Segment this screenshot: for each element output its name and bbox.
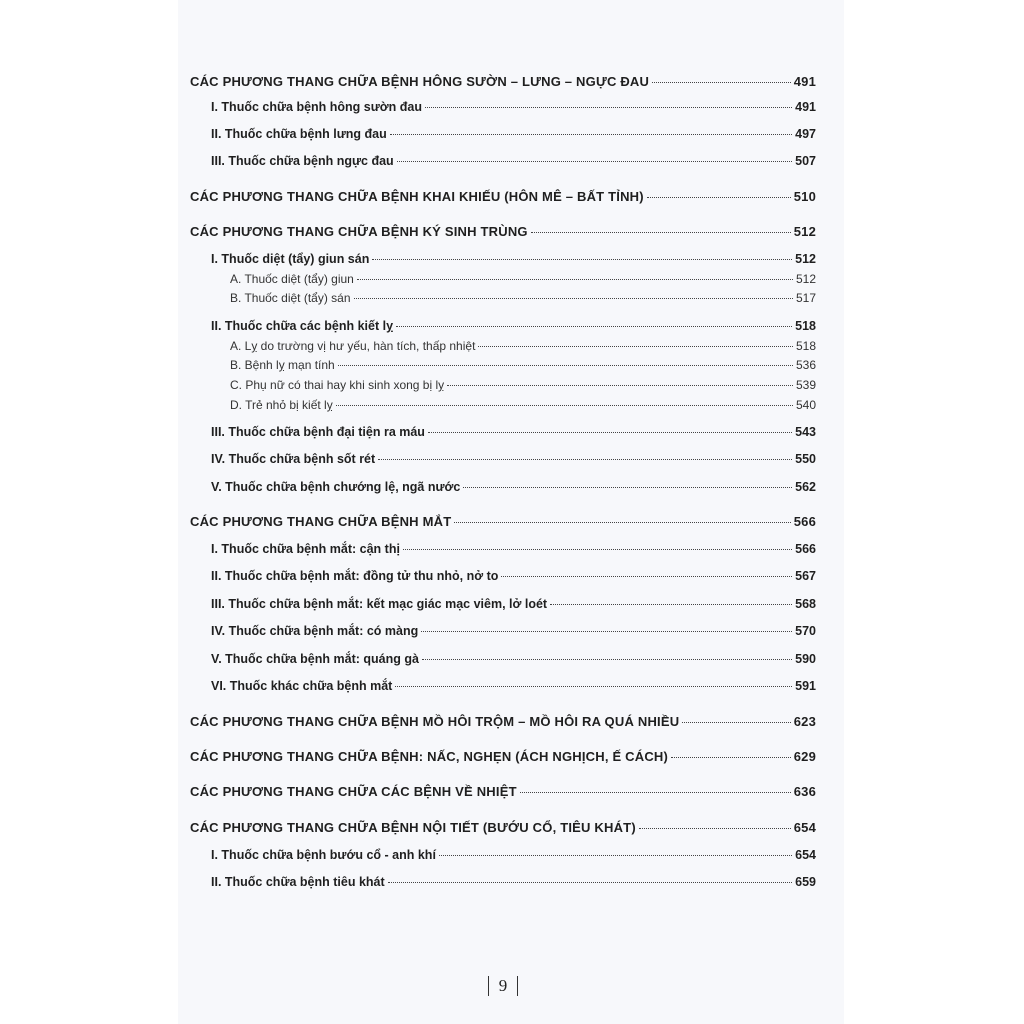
toc-section [211,127,816,141]
toc-entry-page: 536 [795,358,816,372]
toc-entry-title: III. Thuốc chữa bệnh ngực đau [211,154,394,168]
toc-entry-page: 512 [795,252,816,266]
toc-section [211,319,816,333]
dot-leader [388,882,792,883]
toc-section [211,848,816,862]
toc-entry-page: 540 [795,398,816,412]
toc-entry-title: B. Bệnh lỵ mạn tính [230,358,335,372]
toc-entry-page: 568 [795,597,816,611]
toc-entry-title: B. Thuốc diệt (tẩy) sán [230,291,351,305]
toc-chapter [190,820,816,835]
dot-leader [336,405,793,406]
page-number: 9 [498,976,508,995]
dot-leader [652,82,791,83]
dot-leader [425,107,792,108]
dot-leader [378,459,792,460]
toc-subsection [230,291,816,305]
toc-section [211,154,816,168]
toc-entry-title: IV. Thuốc chữa bệnh mắt: có màng [211,624,419,638]
toc-section [211,480,816,494]
toc-entry-title: I. Thuốc diệt (tẩy) giun sán [211,252,370,266]
toc-section [211,542,816,556]
toc-section [211,452,816,466]
toc-entry-page: 491 [793,74,816,89]
dot-leader [671,757,791,758]
toc-section [211,624,816,638]
toc-entry-title: III. Thuốc chữa bệnh đại tiện ra máu [211,425,425,439]
toc-entry-page: 567 [795,569,816,583]
toc-entry-page: 518 [795,339,816,353]
toc-subsection [230,398,816,412]
toc-section [211,597,816,611]
toc-entry-title: A. Thuốc diệt (tẩy) giun [230,272,354,286]
toc-entry-title: IV. Thuốc chữa bệnh sốt rét [211,452,376,466]
dot-leader [403,549,792,550]
toc-entry-title: CÁC PHƯƠNG THANG CHỮA CÁC BỆNH VỀ NHIỆT [190,784,517,799]
toc-chapter [190,224,816,239]
toc-entry-title: I. Thuốc chữa bệnh hông sườn đau [211,100,423,114]
dot-leader [395,686,792,687]
toc-entry-page: 507 [795,154,816,168]
toc-entry-page: 539 [795,378,816,392]
toc-chapter [190,189,816,204]
toc-entry-title: CÁC PHƯƠNG THANG CHỮA BỆNH: NẤC, NGHẸN (ÁCH NGHỊCH, Ế CÁCH) [190,749,669,764]
toc-entry-page: 510 [793,189,816,204]
toc-entry-title: CÁC PHƯƠNG THANG CHỮA BỆNH KHAI KHIẾU (HÔN MÊ – BẤT TỈNH) [190,189,644,204]
dot-leader [520,792,791,793]
dot-leader [354,298,793,299]
toc-entry-page: 566 [793,514,816,529]
toc-entry-title: I. Thuốc chữa bệnh bướu cổ - anh khí [211,848,436,862]
dot-leader [372,259,792,260]
toc-entry-page: 654 [793,820,816,835]
dot-leader [463,487,792,488]
dot-leader [447,385,793,386]
toc-entry-page: 570 [795,624,816,638]
toc-entry-page: 517 [795,291,816,305]
toc-chapter [190,749,816,764]
toc-section [211,652,816,666]
dot-leader [439,855,792,856]
toc-subsection [230,339,816,353]
toc-entry-title: II. Thuốc chữa bệnh lưng đau [211,127,387,141]
toc-entry-page: 550 [795,452,816,466]
toc-chapter [190,74,816,89]
toc-entry-title: CÁC PHƯƠNG THANG CHỮA BỆNH MỒ HÔI TRỘM – MỒ HÔI RA QUÁ NHIỀU [190,714,680,729]
dot-leader [428,432,792,433]
dot-leader [422,659,792,660]
dot-leader [478,346,793,347]
toc-section [211,875,816,889]
toc-entry-page: 512 [793,224,816,239]
toc-section [211,569,816,583]
dot-leader [454,522,790,523]
footer-left-bar [488,976,489,996]
dot-leader [357,279,793,280]
toc-subsection [230,378,816,392]
toc-entry-page: 512 [795,272,816,286]
dot-leader [550,604,792,605]
toc-chapter [190,714,816,729]
toc-entry-title: CÁC PHƯƠNG THANG CHỮA BỆNH NỘI TIẾT (BƯỚU CỔ, TIÊU KHÁT) [190,820,636,835]
toc-entry-title: V. Thuốc chữa bệnh mắt: quáng gà [211,652,419,666]
toc-entry-page: 629 [793,749,816,764]
dot-leader [501,576,792,577]
toc-entry-title: II. Thuốc chữa bệnh tiêu khát [211,875,385,889]
toc-entry-title: CÁC PHƯƠNG THANG CHỮA BỆNH MẮT [190,514,452,529]
toc-entry-title: D. Trẻ nhỏ bị kiết lỵ [230,398,333,412]
dot-leader [639,828,791,829]
toc-section [211,425,816,439]
toc-entry-title: V. Thuốc chữa bệnh chướng lệ, ngã nước [211,480,461,494]
toc-chapter [190,514,816,529]
toc-entry-title: CÁC PHƯƠNG THANG CHỮA BỆNH KÝ SINH TRÙNG [190,224,528,239]
toc-entry-title: II. Thuốc chữa các bệnh kiết lỵ [211,319,394,333]
toc-entry-page: 591 [795,679,816,693]
toc-entry-page: 659 [795,875,816,889]
toc-entry-title: III. Thuốc chữa bệnh mắt: kết mạc giác mạc viêm, lở loét [211,597,548,611]
toc-entry-page: 623 [793,714,816,729]
toc-entry-page: 543 [795,425,816,439]
toc-section [211,252,816,266]
toc-section [211,679,816,693]
toc-chapter [190,784,816,799]
dot-leader [682,722,790,723]
toc-entry-title: I. Thuốc chữa bệnh mắt: cận thị [211,542,400,556]
toc-entry-title: CÁC PHƯƠNG THANG CHỮA BỆNH HÔNG SƯỜN – LƯNG – NGỰC ĐAU [190,74,650,89]
toc-entry-title: II. Thuốc chữa bệnh mắt: đồng tử thu nhỏ, nở to [211,569,499,583]
dot-leader [397,161,792,162]
toc-entry-title: C. Phụ nữ có thai hay khi sinh xong bị lỵ [230,378,445,392]
dot-leader [390,134,792,135]
footer-right-bar [517,976,518,996]
toc-entry-page: 654 [795,848,816,862]
dot-leader [396,326,792,327]
toc-entry-page: 590 [795,652,816,666]
toc-entry-page: 518 [795,319,816,333]
toc-entry-page: 562 [795,480,816,494]
page-footer [478,974,528,998]
dot-leader [531,232,791,233]
toc-entry-page: 636 [793,784,816,799]
toc-entry-title: A. Lỵ do trường vị hư yếu, hàn tích, thấp nhiệt [230,339,476,353]
toc-subsection [230,272,816,286]
toc-entry-page: 497 [795,127,816,141]
toc-entry-title: VI. Thuốc khác chữa bệnh mắt [211,679,393,693]
toc-entry-page: 491 [795,100,816,114]
toc-section [211,100,816,114]
dot-leader [647,197,791,198]
dot-leader [421,631,792,632]
toc-subsection [230,358,816,372]
dot-leader [338,365,793,366]
toc-entry-page: 566 [795,542,816,556]
